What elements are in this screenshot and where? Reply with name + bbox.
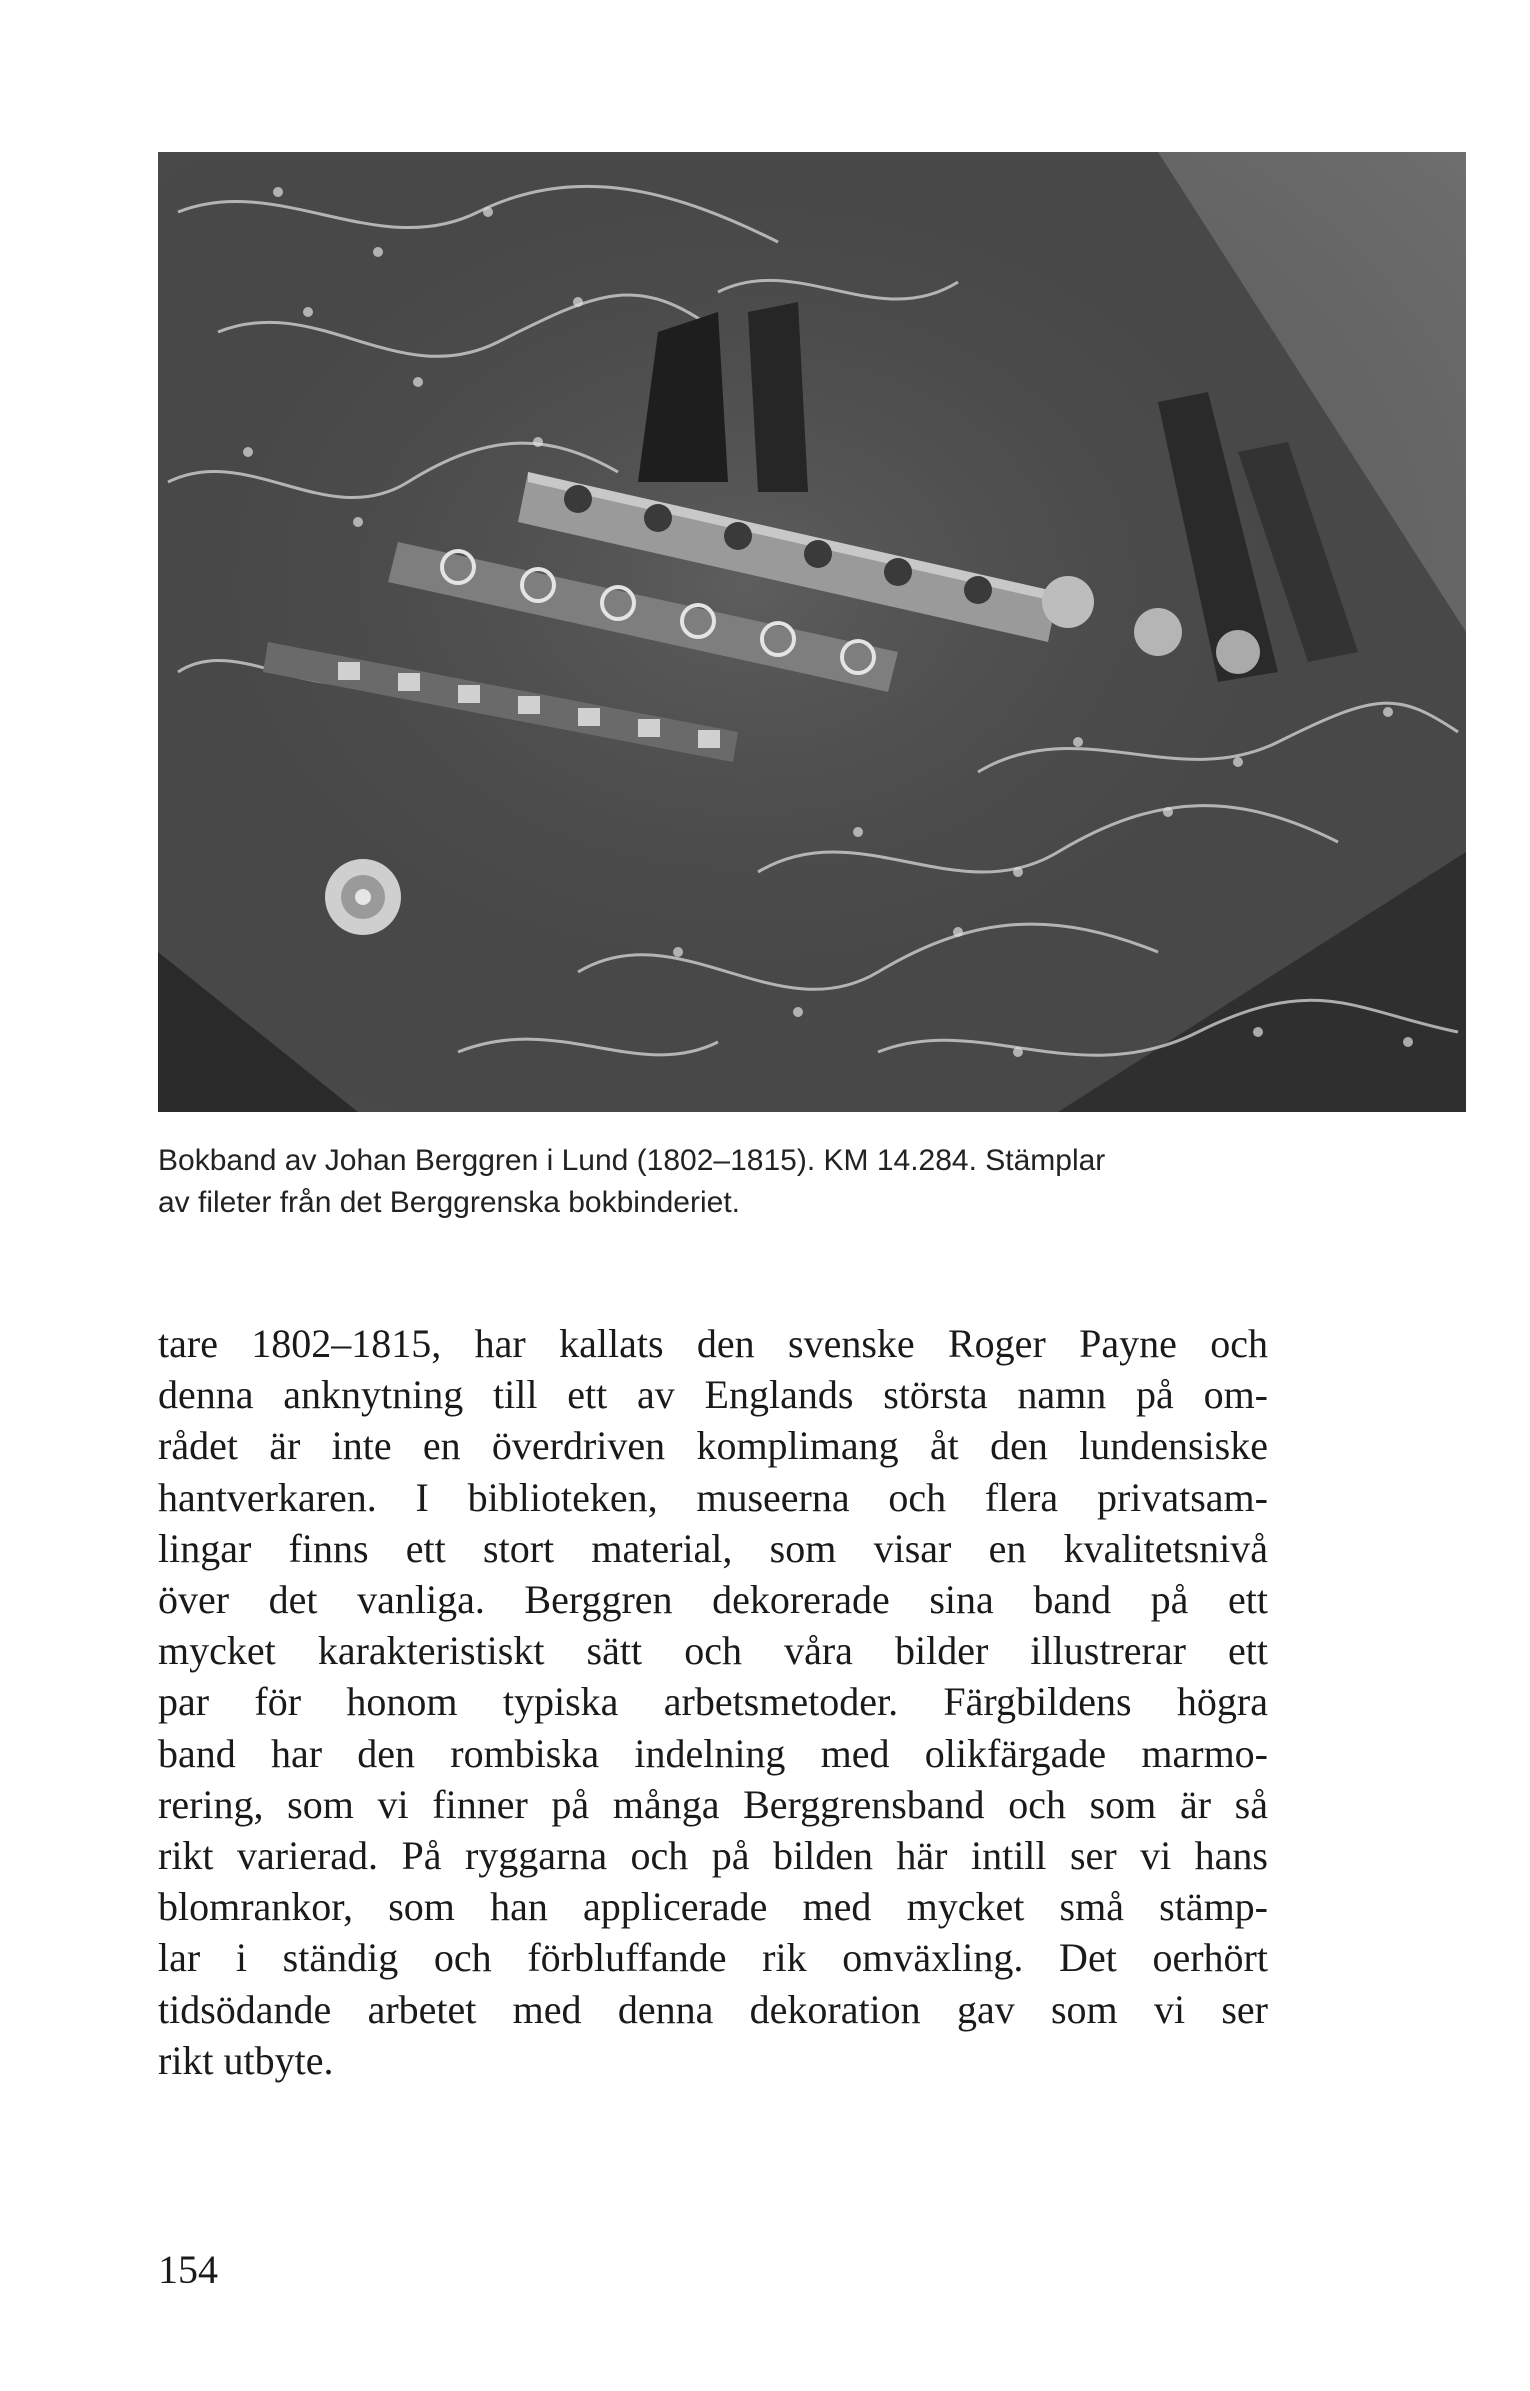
body-line: lingar finns ett stort material, som visar en kvalitetsnivå: [158, 1525, 1268, 1571]
body-line: tidsödande arbetet med denna dekoration gav som vi ser: [158, 1986, 1268, 2032]
body-line: tare 1802–1815, har kallats den svenske Roger Payne och: [158, 1321, 1268, 1366]
body-line: rikt varierad. På ryggarna och på bilden här intill ser vi hans: [158, 1833, 1268, 1879]
figure-caption: [158, 1140, 1468, 1224]
body-line: över det vanliga. Berggren dekorerade sina band på ett: [158, 1577, 1268, 1623]
body-paragraph: [158, 1318, 1268, 2086]
body-line: band har den rombiska indelning med olikfärgade marmo-: [158, 1730, 1268, 1776]
body-line: blomrankor, som han applicerade med mycket små stämp-: [158, 1884, 1268, 1930]
body-line: rikt utbyte.: [158, 2037, 334, 2083]
page-number: 154: [158, 2247, 218, 2292]
body-line: rådet är inte en överdriven komplimang åt den lundensiske: [158, 1423, 1268, 1469]
body-line: par för honom typiska arbetsmetoder. Färgbildens högra: [158, 1679, 1268, 1725]
body-line: mycket karakteristiskt sätt och våra bilder illustrerar ett: [158, 1628, 1268, 1674]
body-line: denna anknytning till ett av Englands största namn på om-: [158, 1372, 1268, 1418]
body-line: hantverkaren. I biblioteken, museerna och flera privatsam-: [158, 1474, 1268, 1520]
round-rosette-stamp: [325, 859, 401, 935]
bookbinding-photograph: [158, 152, 1466, 1112]
body-line: lar i ständig och förbluffande rik omväxling. Det oerhört: [158, 1935, 1268, 1981]
photo-illustration: [158, 152, 1466, 1112]
caption-line: av fileter från det Berggrenska bokbinderiet.: [158, 1186, 740, 1219]
body-line: rering, som vi finner på många Berggrensband och som är så: [158, 1781, 1268, 1827]
caption-line: Bokband av Johan Berggren i Lund (1802–1815). KM 14.284. Stämplar: [158, 1144, 1106, 1177]
